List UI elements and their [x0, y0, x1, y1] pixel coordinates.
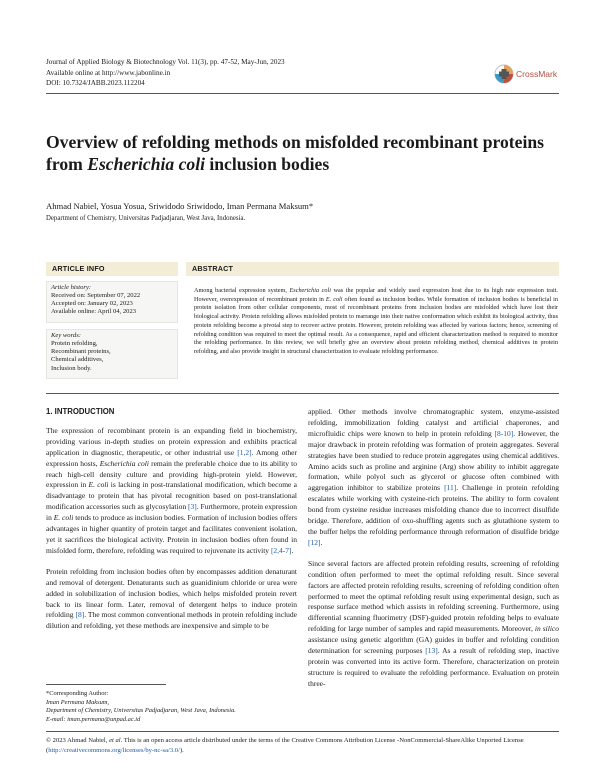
- journal-url[interactable]: http://www.jabonline.in: [101, 68, 171, 77]
- abstract-rule: [46, 393, 559, 394]
- keywords-box: [46, 329, 178, 379]
- crossmark-label: CrossMark: [516, 69, 558, 79]
- keyword: Inclusion body.: [51, 364, 92, 372]
- license-rule: [46, 731, 559, 732]
- abstract-heading: ABSTRACT: [186, 262, 559, 276]
- paragraph: Since several factors are affected protein refolding results, screening of refolding condition often performed to meet the optimal refolding result. Since several factors are affected protein refolding results, screening of refolding condition often performed to meet the optimal refolding result using experimental design, such as response surface method which assists in refolding screening. Furthermore, using differential scanning fluorimetry (DSF)-guided protein refolding helps to evaluate refolding for large number of samples and rapid measurements. Moreover, in silico assistance using genetic algorithm (GA) guides in buffer and refolding condition determination for screening purposes [13]. As a result of refolding step, inactive protein was converted into its active form. Therefore, characterization on protein structure is required to evaluate the refolding performance. Evaluation on protein three-: [308, 558, 559, 688]
- journal-citation: Journal of Applied Biology & Biotechnology Vol. 11(3), pp. 47-52, May-Jun, 2023: [46, 58, 285, 66]
- history-online: Available online: April 04, 2023: [51, 308, 137, 316]
- article-title: Overview of refolding methods on misfolded recombinant proteins from Escherichia coli inclusion bodies: [46, 132, 544, 174]
- crossmark-icon: [494, 64, 514, 84]
- body-right-column: [308, 407, 559, 700]
- corresponding-author: [46, 690, 236, 725]
- affiliation: Department of Chemistry, Universitas Padjadjaran, West Java, Indonesia.: [46, 215, 246, 222]
- citation-link[interactable]: [13]: [425, 646, 438, 656]
- citation-link[interactable]: [3]: [187, 502, 197, 512]
- citation-link[interactable]: [8-10]: [494, 428, 514, 438]
- paragraph: applied. Other methods involve chromatographic system, enzyme-assisted refolding, immobilization folding catalyst and artificial chaperones, and microfluidic chips were known to help in protein refolding [8-10]. However, the major drawback in protein refolding was formation of protein aggregates. Several strategies have been studied to reduce protein aggregates using chemical additives. Amino acids such as proline and arginine (Arg) show ability to inhibit aggregate formation, while polyol such as glycerol or glucose often combined with aggregation inhibitor to stabilize proteins [11]. Challenge in protein refolding escalates while working with cysteine-rich proteins. The ability to form covalent bond from cysteine residue increases misfolding chance due to incorrect disulfide bridge. Therefore, addition of oxo-shuffling agents such as glutathione system to the buffer helps the refolding performance through reformation of disulfide bridge [12].: [308, 407, 559, 547]
- journal-header: [46, 57, 285, 89]
- author-dept: Department of Chemistry, Universitas Padjadjaran, West Java, Indonesia.: [46, 707, 236, 715]
- citation-link[interactable]: [8]: [75, 610, 85, 620]
- keyword: Recombinant proteins,: [51, 348, 111, 356]
- author-list: Ahmad Nabiel, Yosua Yosua, Sriwidodo Sriwidodo, Iman Permana Maksum*: [46, 201, 314, 211]
- paragraph: Protein refolding from inclusion bodies often by encompasses addition denaturant and removal of detergent. Denaturants such as guanidinium chloride or urea were added in solubilization of inclusion bodies, which helps misfolded protein revert back to its linear form. Later, removal of detergent helps to induce protein refolding [8]. The most common conventional methods in protein refolding include dilution and refolding, yet these methods are inexpensive and simple to be: [46, 566, 297, 631]
- paragraph: The expression of recombinant protein is an expanding field in biochemistry, providing various in-depth studies on protein expression and exhibits practical application in diagnostic, therapeutic, or other industrial use [1,2]. Among other expression hosts, Escherichia coli remain the preferable choice due to its ability to reach high-cell density culture and providing high-protein yield. However, expression in E. coli is lacking in post-translational modification, which become a disadvantage to protein that has pivotal recognition based on post-translational modification accessories such as glycosylation [3]. Furthermore, protein expression in E. coli tends to produce as inclusion bodies. Formation of inclusion bodies offers advantages in higher quantity of protein target and facilitates convenient isolation, yet it sacrifices the biological activity. Protein in inclusion bodies often found in misfolded form, therefore, refolding was required to rejuvenate its activity [2,4-7].: [46, 425, 298, 555]
- crossmark-logo[interactable]: [494, 63, 558, 85]
- footnote-rule: [46, 684, 166, 685]
- citation-link[interactable]: [12]: [308, 537, 321, 547]
- citation-link[interactable]: [1,2]: [237, 447, 252, 457]
- author-email[interactable]: E-mail: iman.permana@unpad.ac.id: [46, 716, 141, 724]
- body-left-column: [46, 407, 297, 642]
- license-url[interactable]: http://creativecommons.org/licenses/by-nc-sa/3.0/: [48, 746, 180, 754]
- doi: DOI: 10.7324/JABB.2023.112204: [46, 79, 145, 88]
- article-history-box: [46, 281, 178, 323]
- citation-link[interactable]: [2,4-7]: [270, 545, 292, 555]
- section-title: 1. INTRODUCTION: [46, 407, 115, 416]
- available-online: Available online at http://www.jabonline.in: [46, 68, 171, 77]
- keywords-label: Key words:: [51, 332, 81, 339]
- history-label: Article history:: [51, 284, 92, 291]
- keyword: Chemical additives,: [51, 356, 104, 364]
- header-rule: [46, 93, 559, 94]
- article-info-heading: ARTICLE INFO: [46, 262, 178, 276]
- keyword: Protein refolding,: [51, 340, 98, 347]
- abstract-text: Among bacterial expression system, Escherichia coli was the popular and widely used expression host due to its high rate expression trait. However, overexpression of recombinant protein in E. coli often found as inclusion bodies. While formation of inclusion bodies is beneficial in protein isolation from other cellular components, most of recombinant proteins from inclusion bodies are misfolded which have lost their biological activity. Protein refolding allows misfolded protein to rearrange into their native conformation which exhibit its biological activity, thus protein refolding become a pivotal step to recover active protein. However, protein refolding was affected by various factors; hence, screening of refolding condition was required to meet the optimal result. As a consequence, rapid and efficient characterization method is required to monitor the refolding performance. In this review, we will briefly give an overview about protein refolding method, chemical additives in protein refolding, and also provide insight in structural characterization to evaluate refolding performance.: [194, 287, 558, 355]
- footnote-label: *Corresponding Author:: [46, 690, 109, 697]
- author-name: Iman Permana Maksum,: [46, 698, 110, 706]
- history-received: Received on: September 07, 2022: [51, 292, 141, 299]
- license-notice: © 2023 Ahmad Nabiel, et al. This is an open access article distributed under the terms of the Creative Commons Attribution License -NonCommercial-ShareAlike Unported License (http://creativecommons.org/licenses/by-nc-sa/3.0/).: [46, 737, 524, 754]
- history-accepted: Accepted on: January 02, 2023: [51, 300, 133, 308]
- citation-link[interactable]: [11]: [444, 483, 457, 493]
